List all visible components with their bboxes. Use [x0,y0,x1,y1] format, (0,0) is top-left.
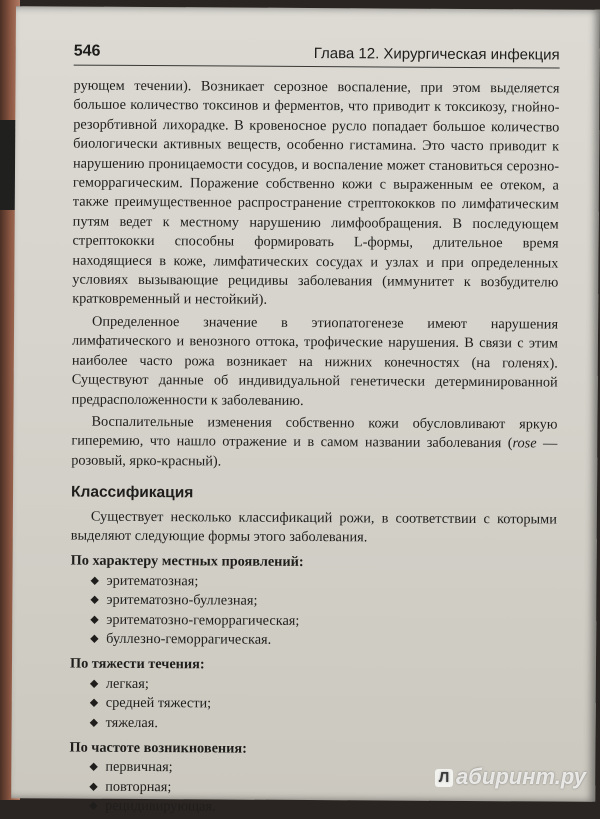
italic-term: rose [512,435,537,452]
group-title: По тяжести течения: [69,655,205,673]
list-item-text: эритематозно-буллезная; [106,591,258,609]
list-item [70,713,556,735]
diamond-bullet-icon: ◆ [89,761,98,774]
diamond-bullet-icon: ◆ [90,613,99,626]
classification-group [70,655,556,736]
group-title: По характеру местных проявлений: [70,552,304,571]
group-title: По частоте возникновения: [69,739,247,757]
classification-intro: Существует несколько классификаций рожи, в соответствии с которыми выделяют следующие формы этого заболевания. [70,508,557,546]
diamond-bullet-icon: ◆ [90,593,99,606]
section-heading-classification: Классификация [70,483,194,502]
classification-group [70,552,557,652]
paragraph-3-end: — розовый, ярко-красный). [71,435,558,470]
running-header [74,43,560,69]
diamond-bullet-icon: ◆ [90,632,99,645]
chapter-title: Глава 12. Хирургическая инфекция [313,45,560,64]
labirint-watermark [435,764,586,790]
diamond-bullet-icon: ◆ [89,696,99,709]
diamond-bullet-icon: ◆ [90,574,100,587]
list-item-text: повторная; [105,778,172,795]
list-item [69,797,555,819]
book-page [11,6,600,815]
paragraph-1: рующем течении). Возникает серозное воспаление, при этом выделяется большое количество токсинов и ферментов, что приводит к токсикозу, гнойно-резорбтивной лихорадке. В кровеносное русло попадает большое количество биологически активных веществ, особенно гистамина. Это часто приводит к нарушению проницаемости сосудов, и воспаление может становиться серозно-геморрагическим. Поражение собственно кожи с выраженным ее отеком, а также преимущественное распространение стрептококков по лимфатическим путям ведет к местному нарушению лимфообращения. В последующем стрептококки способны формировать L-формы, длительное время находящиеся в коже, лимфатических сосудах и узлах и при определенных условиях вызывающие рецидивы заболевания (иммунитет к возбудителю кратковременный и нестойкий). [72,77,560,309]
list-item-text: тяжелая. [105,714,158,731]
list-item-text: легкая; [105,675,149,692]
paragraph-3 [71,412,557,473]
list-item [70,630,556,652]
watermark-text: абиринт.ру [456,764,586,789]
paragraph-3-start: Воспалительные изменения собственно кожи обусловливают яркую гиперемию, что нашло отражение и в самом названии заболевания ( [71,413,558,452]
list-item-text: буллезно-геморрагическая. [106,630,272,648]
list-item-text: эритематозная; [106,572,199,590]
labirint-logo-icon: Л [435,769,453,787]
diamond-bullet-icon: ◆ [89,780,98,793]
paragraph-2: Определенное значение в этиопатогенезе имеют нарушения лимфатического и венозного оттока, трофические нарушения. В связи с этим наиболее часто рожа возникает на нижних конечностях (на голенях). Существуют данные об индивидуальной генетически детерминированной предрасположенности к заболеванию. [71,313,559,409]
list-item-text: эритематозно-геморрагическая; [106,611,300,629]
diamond-bullet-icon: ◆ [89,716,99,729]
list-item-text: рецидивирующая. [105,797,216,815]
bullet-list [70,571,556,652]
page-content [69,77,560,819]
diamond-bullet-icon: ◆ [89,677,99,690]
page-number: 546 [73,42,101,60]
bullet-list [70,674,556,735]
diamond-bullet-icon: ◆ [89,799,98,812]
list-item-text: средней тяжести; [105,694,212,712]
list-item-text: первичная; [105,759,173,776]
